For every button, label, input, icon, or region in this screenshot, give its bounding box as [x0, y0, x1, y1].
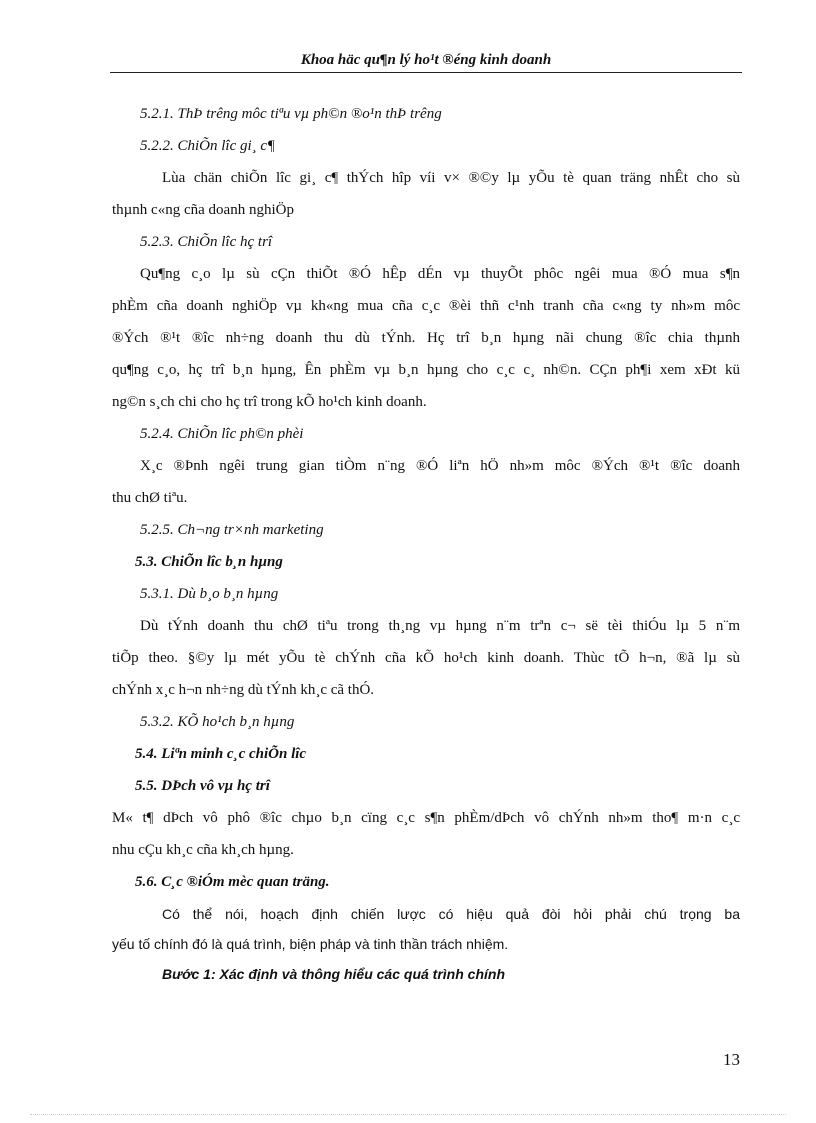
paragraph-line: Lùa chän chiÕn lîc gi¸ c¶ thÝch hîp víi v× ®©y lµ yÕu tè quan träng nhÊt cho sù	[162, 170, 740, 186]
heading-5-2-3: 5.2.3. ChiÕn lîc hç trî	[140, 234, 273, 250]
page-header-title: Khoa häc qu¶n lý ho¹t ®éng kinh doanh	[300, 52, 552, 68]
heading-5-2-2: 5.2.2. ChiÕn lîc gi¸ c¶	[140, 138, 275, 154]
heading-5-3-1: 5.3.1. Dù b¸o b¸n hµng	[140, 586, 279, 602]
heading-5-5: 5.5. DÞch vô vµ hç trî	[135, 778, 270, 794]
paragraph-line: ®Ých ®¹t ®îc nh÷ng doanh thu dù tÝnh. Hç trî b¸n hµng nãi chung ®îc chia thµnh	[112, 330, 740, 346]
header-divider	[110, 72, 742, 73]
page-bottom-divider	[30, 1114, 786, 1115]
heading-5-3-2: 5.3.2. KÕ ho¹ch b¸n hµng	[140, 714, 295, 730]
paragraph-line: chÝnh x¸c h¬n nh÷ng dù tÝnh kh¸c cã thÓ.	[112, 682, 375, 698]
page-number: 13	[723, 1050, 740, 1069]
heading-5-4: 5.4. Liªn minh c¸c chiÕn lîc	[135, 746, 307, 762]
paragraph-line: thu chØ tiªu.	[112, 490, 188, 506]
paragraph-line: phÈm cña doanh nghiÖp vµ kh«ng mua cña c¸c ®èi thñ c¹nh tranh cña c«ng ty nh»m môc	[112, 298, 740, 314]
paragraph-line: X¸c ®Þnh ngêi trung gian tiÒm n¨ng ®Ó liªn hÖ nh»m môc ®Ých ®¹t ®îc doanh	[140, 458, 740, 474]
heading-5-2-4: 5.2.4. ChiÕn lîc ph©n phèi	[140, 426, 304, 442]
heading-5-2-1: 5.2.1. ThÞ trêng môc tiªu vµ ph©n ®o¹n thÞ trêng	[140, 106, 442, 122]
paragraph-line: Có thể nói, hoạch định chiến lược có hiệu quả đòi hỏi phải chú trọng ba	[162, 906, 740, 922]
paragraph-line: thµnh c«ng cña doanh nghiÖp	[112, 202, 294, 218]
paragraph-line: qu¶ng c¸o, hç trî b¸n hµng, Ên phÈm vµ b¸n hµng cho c¸c c¸ nh©n. CÇn ph¶i xem xÐt kü	[112, 362, 740, 378]
paragraph-line: M« t¶ dÞch vô phô ®îc chµo b¸n cïng c¸c s¶n phÈm/dÞch vô chÝnh nh»m tho¶ m·n c¸c	[112, 810, 740, 826]
paragraph-line: Qu¶ng c¸o lµ sù cÇn thiÕt ®Ó hÊp dÉn vµ thuyÕt phôc ngêi mua ®Ó mua s¶n	[140, 266, 740, 282]
paragraph-line: yếu tố chính đó là quá trình, biện pháp và tinh thần trách nhiệm.	[112, 936, 509, 952]
paragraph-line: tiÕp theo. §©y lµ mét yÕu tè chÝnh cña kÕ ho¹ch kinh doanh. Thùc tÕ h¬n, ®ã lµ sù	[112, 650, 740, 666]
heading-5-2-5: 5.2.5. Ch¬ng tr×nh marketing	[140, 522, 324, 538]
step-1-heading: Bước 1: Xác định và thông hiểu các quá trình chính	[162, 966, 505, 982]
paragraph-line: Dù tÝnh doanh thu chØ tiªu trong th¸ng vµ hµng n¨m trªn c¬ së tèi thiÓu lµ 5 n¨m	[140, 618, 740, 634]
heading-5-3: 5.3. ChiÕn lîc b¸n hµng	[135, 554, 283, 570]
heading-5-6: 5.6. C¸c ®iÓm mèc quan träng.	[135, 874, 330, 890]
paragraph-line: nhu cÇu kh¸c cña kh¸ch hµng.	[112, 842, 294, 858]
paragraph-line: ng©n s¸ch chi cho hç trî trong kÕ ho¹ch kinh doanh.	[112, 394, 427, 410]
